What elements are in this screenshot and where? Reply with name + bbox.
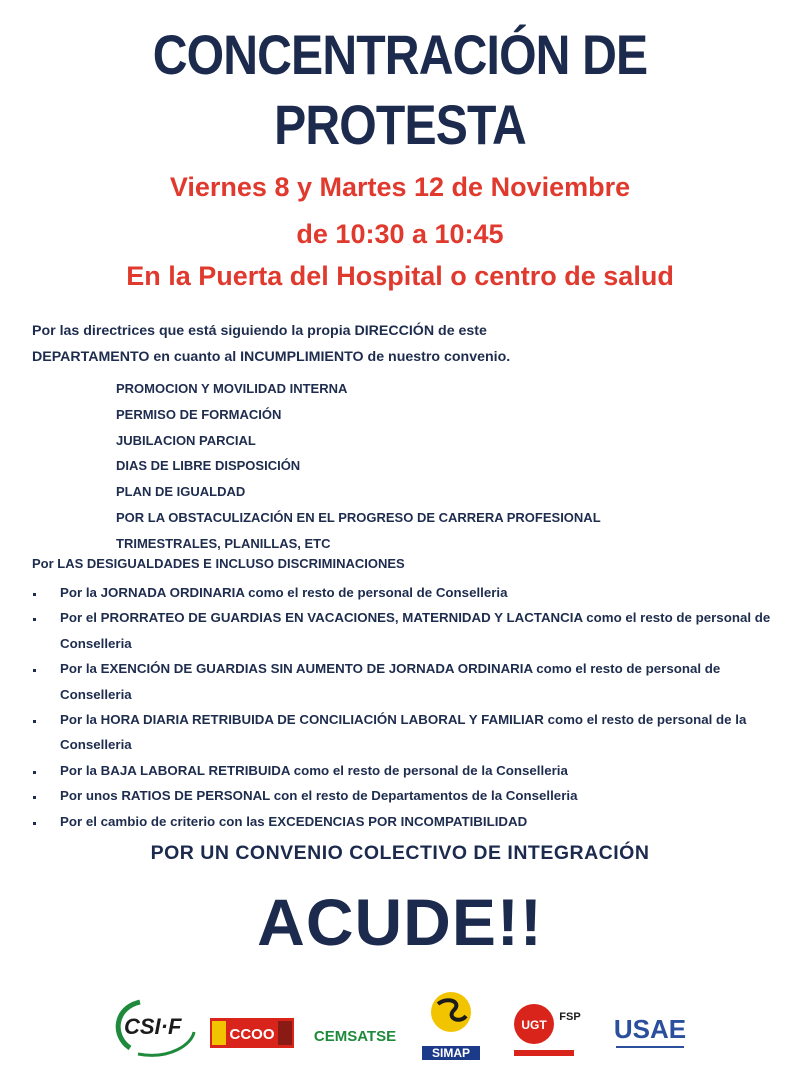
reason-item: PROMOCION Y MOVILIDAD INTERNA <box>116 381 348 396</box>
ccoo-logo <box>210 1018 294 1048</box>
time-line: de 10:30 a 10:45 <box>296 219 504 249</box>
bullet-item: Por la EXENCIÓN DE GUARDIAS SIN AUMENTO DE JORNADA ORDINARIA como el resto de personal de Conselleria <box>32 656 772 707</box>
discrimination-subhead: Por LAS DESIGUALDADES E INCLUSO DISCRIMINACIONES <box>32 556 405 571</box>
svg-text:CCOO: CCOO <box>229 1026 275 1043</box>
svg-text:CSI·F: CSI·F <box>124 1014 182 1039</box>
poster-title-line-1: CONCENTRACIÓN DE <box>152 23 648 86</box>
intro-line-2: DEPARTAMENTO en cuanto al INCUMPLIMIENTO de nuestro convenio. <box>32 349 511 365</box>
reason-item: DIAS DE LIBRE DISPOSICIÓN <box>116 458 301 474</box>
svg-text:SIMAP: SIMAP <box>431 1046 471 1060</box>
ugt-fsp-logo <box>512 1000 586 1060</box>
date-line: Viernes 8 y Martes 12 de Noviembre <box>169 172 631 202</box>
poster-title-line-2: PROTESTA <box>274 93 526 156</box>
bullet-item: Por unos RATIOS DE PERSONAL con el resto de Departamentos de la Conselleria <box>32 783 772 808</box>
footer-slogan: POR UN CONVENIO COLECTIVO DE INTEGRACIÓN <box>150 842 650 864</box>
svg-text:CEMSATSE: CEMSATSE <box>313 1028 397 1045</box>
bullet-item: Por la BAJA LABORAL RETRIBUIDA como el resto de personal de la Conselleria <box>32 758 772 783</box>
reasons-list <box>116 376 601 557</box>
bullet-item: Por la JORNADA ORDINARIA como el resto de personal de Conselleria <box>32 580 772 605</box>
reason-item: JUBILACION PARCIAL <box>116 432 256 448</box>
cemsatse-logo <box>310 1022 400 1048</box>
svg-text:FSP: FSP <box>559 1011 581 1023</box>
reason-item: POR LA OBSTACULIZACIÓN EN EL PROGRESO DE CARRERA PROFESIONAL <box>116 509 601 525</box>
usae-logo <box>610 1008 690 1058</box>
svg-text:USAE: USAE <box>613 1014 687 1044</box>
union-logos <box>0 990 800 1070</box>
reason-item: PERMISO DE FORMACIÓN <box>116 406 282 422</box>
place-line: En la Puerta del Hospital o centro de salud <box>126 261 674 291</box>
bullet-item: Por el cambio de criterio con las EXCEDENCIAS POR INCOMPATIBILIDAD <box>32 809 772 834</box>
csif-logo <box>110 996 200 1062</box>
bullet-list <box>32 580 772 834</box>
bullet-item: Por el PRORRATEO DE GUARDIAS EN VACACIONES, MATERNIDAD Y LACTANCIA como el resto de personal de Conselleria <box>32 605 772 656</box>
reason-item: TRIMESTRALES, PLANILLAS, ETC <box>116 535 331 551</box>
intro-line-1: Por las directrices que está siguiendo la propia DIRECCIÓN de este <box>32 323 487 339</box>
svg-text:UGT: UGT <box>521 1018 547 1032</box>
simap-logo <box>418 990 484 1066</box>
reason-item: PLAN DE IGUALDAD <box>116 484 246 500</box>
bullet-item: Por la HORA DIARIA RETRIBUIDA DE CONCILIACIÓN LABORAL Y FAMILIAR como el resto de personal de la Conselleria <box>32 707 772 758</box>
call-to-action: ACUDE!! <box>257 885 543 959</box>
